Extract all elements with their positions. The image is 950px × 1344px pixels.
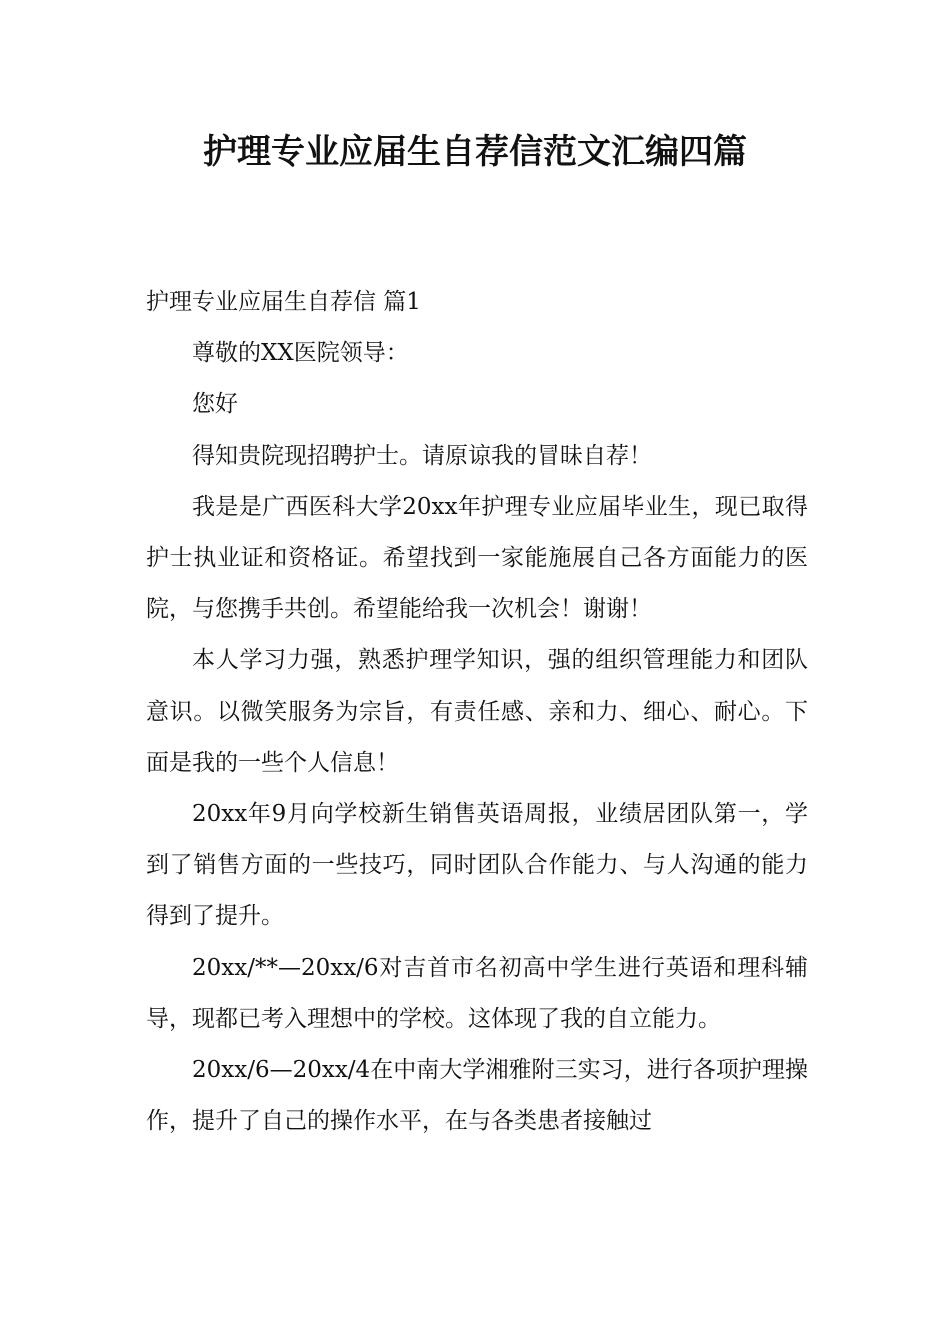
- greeting: 您好: [192, 391, 238, 418]
- body-paragraph: 20xx/**—20xx/6对吉首市名初高中学生进行英语和理科辅导，现都已考入理想中的学校。这体现了我的自立能力。: [146, 954, 808, 1032]
- body-paragraph: 我是是广西医科大学20xx年护理专业应届毕业生，现已取得护士执业证和资格证。希望找到一家能施展自己各方面能力的医院，与您携手共创。希望能给我一次机会！谢谢！: [146, 493, 808, 623]
- body-paragraph: 得知贵院现招聘护士。请原谅我的冒昧自荐！: [192, 442, 652, 469]
- body-paragraph: 20xx年9月向学校新生销售英语周报，业绩居团队第一，学到了销售方面的一些技巧，同时团队合作能力、与人沟通的能力得到了提升。: [146, 801, 808, 930]
- salutation: 尊敬的XX医院领导：: [192, 340, 409, 367]
- section-heading: 护理专业应届生自荐信 篇1: [146, 289, 421, 315]
- body-paragraph: 20xx/6—20xx/4在中南大学湘雅附三实习，进行各项护理操作，提升了自己的操作水平，在与各类患者接触过: [146, 1057, 808, 1135]
- body-paragraph: 本人学习力强，熟悉护理学知识，强的组织管理能力和团队意识。以微笑服务为宗旨，有责任感、亲和力、细心、耐心。下面是我的一些个人信息！: [146, 647, 808, 776]
- document-body: [146, 277, 808, 1147]
- document-title: 护理专业应届生自荐信范文汇编四篇: [203, 132, 747, 172]
